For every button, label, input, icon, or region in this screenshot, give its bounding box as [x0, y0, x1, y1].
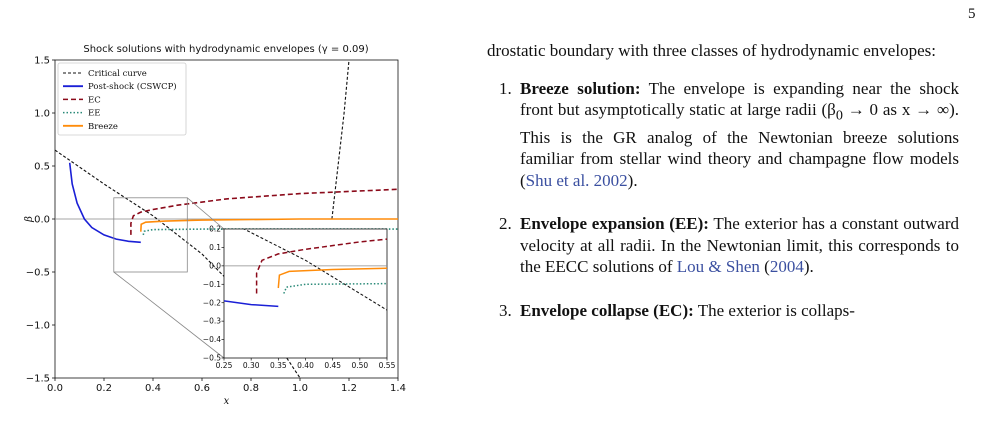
item-body: ( — [759, 257, 770, 277]
item-title: Breeze solution: — [520, 78, 641, 98]
list-item-breeze — [487, 78, 959, 192]
inset-y-tick-label: 0.1 — [209, 243, 221, 253]
intro-paragraph: drostatic boundary with three classes of hydrodynamic envelopes: — [487, 41, 936, 60]
x-tick-label: 1.0 — [292, 383, 308, 394]
legend-entry: Critical curve — [88, 69, 147, 79]
inset-x-tick-label: 0.40 — [297, 361, 314, 370]
page-number: 5 — [968, 6, 976, 22]
y-tick-label: 1.0 — [34, 108, 50, 120]
legend-entry: Breeze — [88, 121, 118, 132]
envelope-class-list — [487, 78, 959, 322]
y-axis-label: β — [24, 216, 35, 222]
zoom-region-box — [114, 198, 188, 272]
x-tick-label: 0.2 — [96, 383, 112, 394]
x-tick-label: 0.0 — [47, 383, 63, 394]
item-body: The envelope is expanding near the shock front but asymptotically static at large radii (β — [520, 78, 959, 119]
item-body: ). — [803, 257, 814, 277]
y-tick-label: 0.5 — [34, 161, 50, 173]
x-tick-label: 1.4 — [390, 383, 406, 394]
y-tick-label: 0.0 — [34, 214, 50, 226]
inset-y-tick-label: 0.2 — [209, 224, 221, 234]
item-title: Envelope collapse (EC): — [520, 300, 694, 320]
citation-year-link[interactable]: 2004 — [769, 257, 804, 277]
legend — [58, 63, 186, 135]
text-column — [487, 40, 959, 343]
inset-y-tick-label: −0.2 — [202, 298, 221, 308]
chart-title: Shock solutions with hydrodynamic envelopes (γ = 0.09) — [83, 44, 369, 55]
inset-y-tick-label: −0.4 — [202, 335, 221, 345]
inset-y-tick-label: −0.3 — [202, 316, 221, 326]
y-tick-label: −0.5 — [25, 267, 50, 279]
inset-x-tick-label: 0.25 — [215, 361, 233, 370]
x-tick-label: 0.8 — [243, 383, 259, 394]
y-tick-label: −1.5 — [25, 373, 50, 385]
inset-x-tick-label: 0.35 — [269, 361, 287, 370]
figure-svg — [0, 0, 480, 431]
item-title: Envelope expansion (EE): — [520, 214, 709, 234]
series-critical-curve-branch — [332, 60, 349, 219]
item-number: 1. — [499, 78, 512, 98]
citation-link[interactable]: Shu et al. 2002 — [525, 170, 628, 190]
inset-x-tick-label: 0.50 — [351, 361, 369, 370]
item-body: The exterior has a constant outward velocity at all radii. In the Newtonian limit, this corresponds to the EECC solutions of — [520, 214, 959, 277]
citation-link[interactable]: Lou & Shen — [676, 257, 760, 277]
legend-entry: EE — [88, 108, 101, 119]
inset-x-tick-label: 0.45 — [324, 361, 342, 370]
x-tick-label: 0.4 — [145, 383, 161, 394]
x-axis-label: x — [223, 396, 230, 407]
inset-y-tick-label: −0.5 — [202, 353, 221, 363]
inset-axes-frame — [224, 229, 387, 358]
item-number: 2. — [499, 214, 512, 234]
x-tick-label: 0.6 — [194, 383, 210, 394]
inset-y-tick-label: 0.0 — [209, 261, 221, 271]
y-tick-label: 1.5 — [34, 55, 50, 67]
inset-x-tick-label: 0.30 — [242, 361, 260, 370]
item-body: ). — [627, 170, 638, 190]
item-body: The exterior is collaps- — [693, 300, 855, 320]
item-sub: 0 — [835, 107, 843, 124]
inset-x-tick-label: 0.55 — [378, 361, 396, 370]
list-item-ee — [487, 213, 959, 278]
legend-entry: Post-shock (CSWCP) — [88, 82, 177, 93]
x-tick-label: 1.2 — [341, 383, 357, 394]
y-tick-label: −1.0 — [25, 320, 50, 332]
list-item-ec — [487, 300, 959, 322]
item-number: 3. — [499, 300, 512, 320]
inset-y-tick-label: −0.1 — [202, 279, 221, 289]
item-body: → 0 as x → ∞). This is the GR analog of the Newtonian breeze solutions familiar from stellar wind theory and champagne flow models ( — [520, 100, 959, 190]
series-ec — [131, 189, 398, 235]
legend-entry: EC — [88, 95, 101, 106]
shock-solutions-figure — [0, 0, 480, 431]
